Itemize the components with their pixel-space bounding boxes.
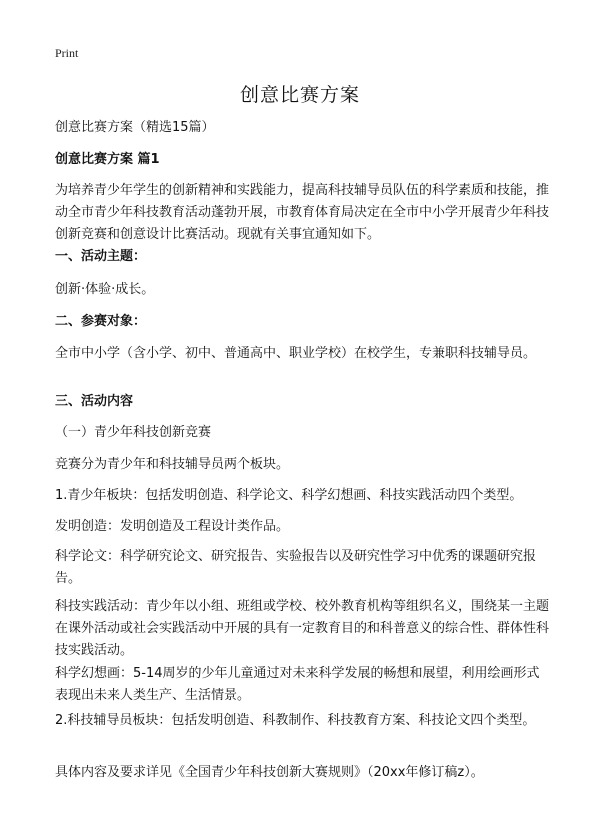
competition-paragraph: 竞赛分为青少年和科技辅导员两个板块。 [55, 457, 290, 472]
invention-paragraph: 发明创造：发明创造及工程设计类作品。 [55, 519, 290, 534]
heading-participants: 二、参赛对象： [55, 314, 147, 329]
document-title: 创意比赛方案 [239, 84, 360, 106]
subheading-competition: （一）青少年科技创新竞赛 [55, 425, 212, 440]
heading-theme: 一、活动主题： [55, 249, 147, 264]
tutor-paragraph: 2.科技辅导员板块：包括发明创造、科教制作、科技教育方案、科技论文四个类型。 [55, 713, 536, 728]
section-heading: 创意比赛方案 篇1 [55, 152, 160, 167]
print-link[interactable]: Print [55, 46, 79, 60]
participants-paragraph: 全市中小学（含小学、初中、普通高中、职业学校）在校学生，专兼职科技辅导员。 [55, 346, 537, 361]
rules-paragraph: 具体内容及要求详见《全国青少年科技创新大赛规则》（20xx年修订稿z）。 [55, 765, 484, 780]
theme-paragraph: 创新·体验·成长。 [55, 282, 155, 297]
document-subtitle: 创意比赛方案（精选15篇） [55, 120, 215, 135]
practice-paragraph: 科技实践活动：青少年以小组、班组或学校、校外教育机构等组织名义，围绕某一主题在课外活动或社会实践活动中开展的具有一定教育目的和科普意义的综合性、群体性科技实践活动。 [55, 599, 550, 658]
paper-paragraph: 科学论文：科学研究论文、研究报告、实验报告以及研究性学习中优秀的课题研究报告。 [55, 549, 537, 586]
intro-paragraph: 为培养青少年学生的创新精神和实践能力，提高科技辅导员队伍的科学素质和技能，推动全市青少年科技教育活动蓬勃开展，市教育体育局决定在全市中小学开展青少年科技创新竞赛和创意设计比赛活动。现就有关事宜通知如下。 [55, 183, 550, 242]
heading-content: 三、活动内容 [55, 394, 134, 409]
fantasy-paragraph: 科学幻想画：5-14周岁的少年儿童通过对未来科学发展的畅想和展望，利用绘画形式表现出未来人类生产、生活情景。 [55, 666, 540, 703]
youth-paragraph: 1.青少年板块：包括发明创造、科学论文、科学幻想画、科技实践活动四个类型。 [55, 488, 523, 503]
